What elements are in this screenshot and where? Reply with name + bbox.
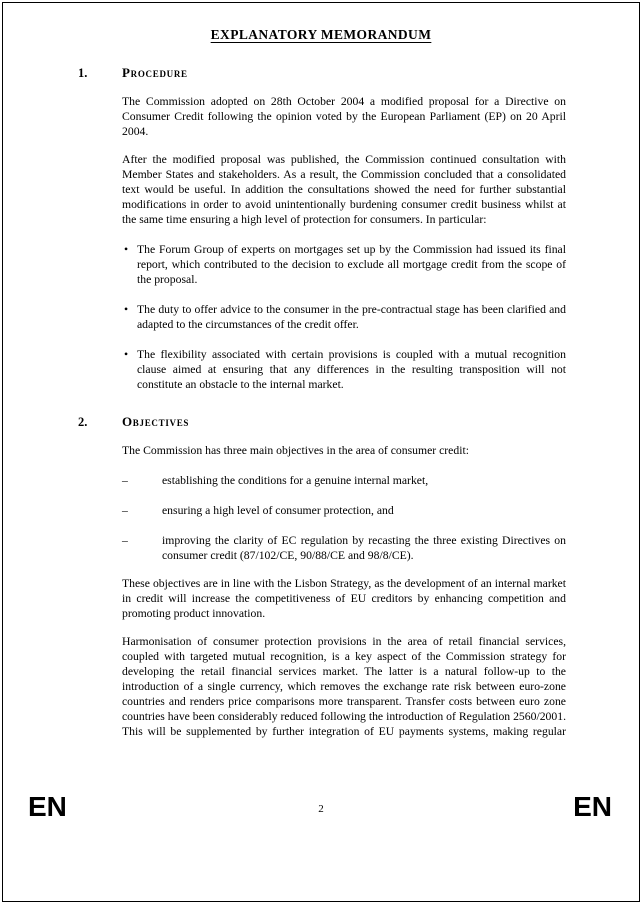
bullet-list-item [124,302,566,332]
dash-list-item [122,533,566,563]
section-number: 2. [78,415,88,429]
document-body [78,65,566,739]
language-code-left: EN [28,791,67,822]
section-title: Objectives [122,414,190,429]
document-title: EXPLANATORY MEMORANDUM [210,27,432,42]
bullet-marker-icon: • [124,303,129,316]
section-title: Procedure [122,65,188,80]
dash-list-item [122,473,566,488]
bullet-marker-icon: • [124,243,129,256]
paragraph: Harmonisation of consumer protection provisions in the area of retail financial services, coupled with targeted mutual recognition, is a key aspect of the Commission strategy for developing the retail financial services market. The latter is a natural follow-up to the introduction of a single currency, which removes the exchange rate risk between euro-zone countries and renders price comparisons more transparent. Transfer costs between euro zone countries have been considerably reduced following the introduction of Regulation 2560/2001. This will be supplemented by further integration of EU payments systems, making regular [122,635,566,738]
paragraph: After the modified proposal was published, the Commission continued consultation with Member States and stakeholders. As a result, the Commission concluded that a consolidated text would be useful. In addition the consultations showed the need for further substantial modifications in order to avoid unintentionally burdening consumer credit business whilst at the same time ensuring a high level of protection for consumers. In particular: [122,153,566,226]
section-heading [78,65,566,81]
section-number: 1. [78,66,88,80]
list-item-text: The flexibility associated with certain provisions is coupled with a mutual recognition clause aimed at ensuring that any differences in the resulting transposition will not constitute an obstacle to the internal market. [137,348,566,391]
dash-list-item [122,503,566,518]
dash-marker-icon: – [122,534,128,547]
bullet-marker-icon: • [124,348,129,361]
paragraph: The Commission has three main objectives in the area of consumer credit: [122,444,469,457]
section-heading [78,414,566,430]
dash-marker-icon: – [122,504,128,517]
bullet-list-item [124,242,566,287]
list-item-text: ensuring a high level of consumer protection, and [162,504,394,517]
language-code-right: EN [573,791,612,822]
paragraph: These objectives are in line with the Lisbon Strategy, as the development of an internal market in credit will increase the competitiveness of EU creditors by enhancing competition and promoting product innovation. [122,577,566,620]
bullet-list-item [124,347,566,392]
list-item-text: The duty to offer advice to the consumer in the pre-contractual stage has been clarified and adapted to the circumstances of the credit offer. [137,303,566,331]
list-item-text: establishing the conditions for a genuine internal market, [162,474,429,487]
list-item-text: improving the clarity of EC regulation by recasting the three existing Directives on consumer credit (87/102/CE, 90/88/CE and 98/8/CE). [162,534,566,562]
list-item-text: The Forum Group of experts on mortgages set up by the Commission had issued its final report, which contributed to the decision to exclude all mortgage credit from the scope of the proposal. [137,243,566,286]
paragraph: The Commission adopted on 28th October 2004 a modified proposal for a Directive on Consumer Credit following the opinion voted by the European Parliament (EP) on 20 April 2004. [122,95,566,138]
dash-marker-icon: – [122,474,128,487]
page-number: 2 [318,803,324,815]
